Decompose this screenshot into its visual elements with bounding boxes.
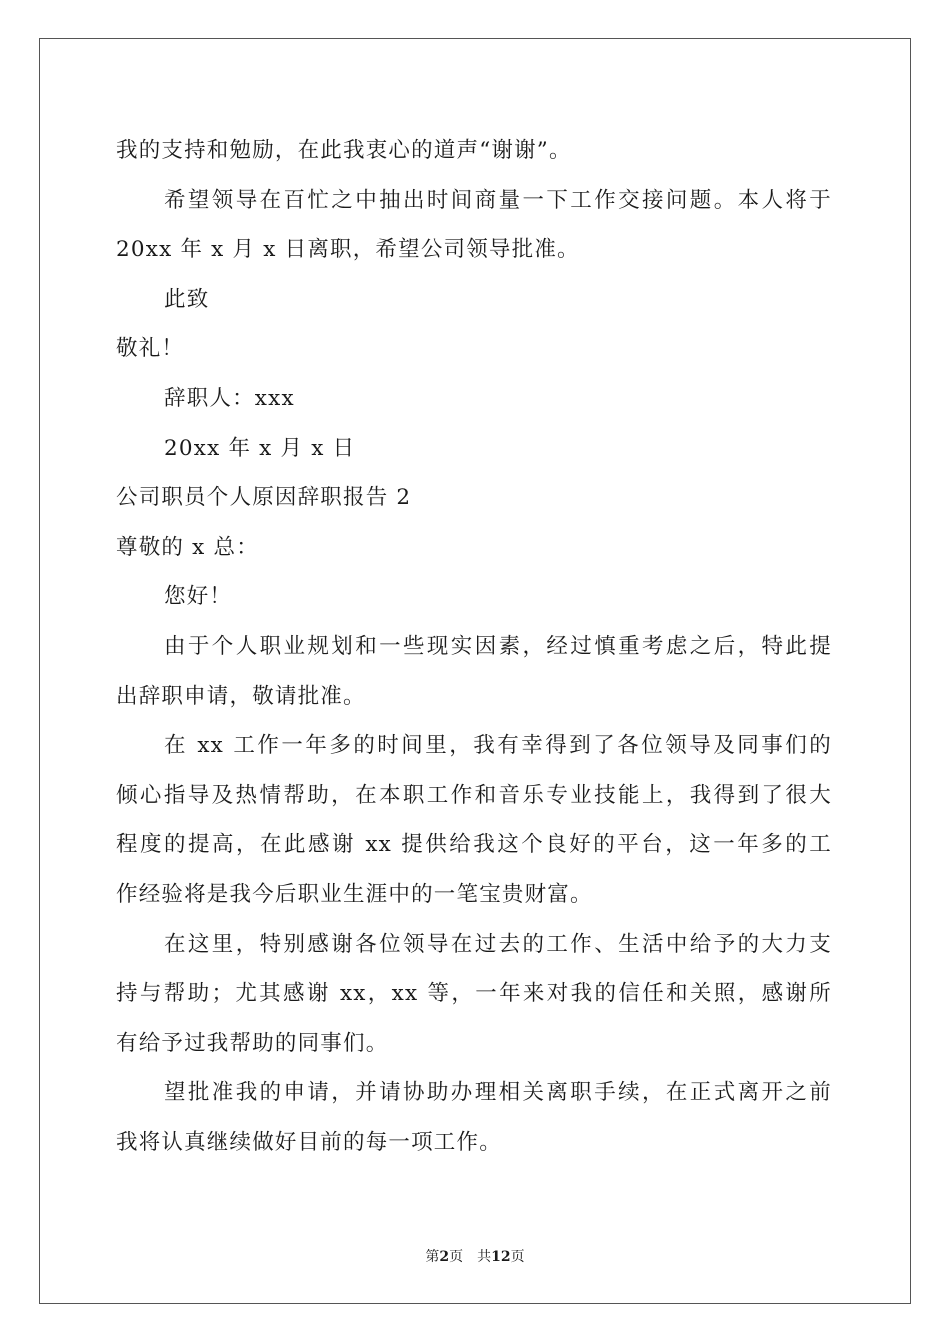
paragraph-line: 我将认真继续做好目前的每一项工作。 bbox=[116, 1129, 502, 1155]
paragraph-line: 持与帮助；尤其感谢 xx，xx 等，一年来对我的信任和关照，感谢所 bbox=[116, 981, 832, 1007]
page-number-footer bbox=[0, 1246, 950, 1266]
paragraph-line: 有给予过我帮助的同事们。 bbox=[116, 1030, 389, 1056]
paragraph-line: 20xx 年 x 月 x 日离职，希望公司领导批准。 bbox=[116, 237, 580, 263]
total-page-number: 12 bbox=[491, 1249, 511, 1265]
section-title: 公司职员个人原因辞职报告 2 bbox=[116, 485, 412, 511]
greeting-recipient: 尊敬的 x 总： bbox=[116, 534, 259, 560]
current-page-number: 2 bbox=[439, 1249, 450, 1265]
paragraph-line: 希望领导在百忙之中抽出时间商量一下工作交接问题。本人将于 bbox=[164, 187, 832, 213]
document-body bbox=[116, 126, 836, 1167]
greeting: 您好！ bbox=[164, 584, 233, 610]
paragraph-line: 作经验将是我今后职业生涯中的一笔宝贵财富。 bbox=[116, 881, 593, 907]
paragraph-line: 由于个人职业规划和一些现实因素，经过慎重考虑之后，特此提 bbox=[164, 633, 832, 659]
page-prefix: 第 bbox=[425, 1249, 440, 1265]
page-mid: 页 共 bbox=[449, 1249, 492, 1265]
paragraph-line: 望批准我的申请，并请协助办理相关离职手续，在正式离开之前 bbox=[164, 1080, 832, 1106]
paragraph-line: 我的支持和勉励，在此我衷心的道声“谢谢”。 bbox=[116, 138, 572, 163]
paragraph-line: 出辞职申请，敬请批准。 bbox=[116, 683, 366, 709]
paragraph-line: 在这里，特别感谢各位领导在过去的工作、生活中给予的大力支 bbox=[164, 931, 832, 957]
paragraph-line: 倾心指导及热情帮助，在本职工作和音乐专业技能上，我得到了很大 bbox=[116, 782, 832, 808]
paragraph-line: 程度的提高，在此感谢 xx 提供给我这个良好的平台，这一年多的工 bbox=[116, 832, 832, 858]
page-suffix: 页 bbox=[510, 1249, 525, 1265]
signature-date: 20xx 年 x 月 x 日 bbox=[164, 435, 356, 461]
closing-regards: 敬礼！ bbox=[116, 336, 185, 362]
signatory: 辞职人：xxx bbox=[164, 385, 295, 411]
paragraph-line: 在 xx 工作一年多的时间里，我有幸得到了各位领导及同事们的 bbox=[164, 733, 832, 759]
closing-salutation: 此致 bbox=[164, 286, 210, 312]
